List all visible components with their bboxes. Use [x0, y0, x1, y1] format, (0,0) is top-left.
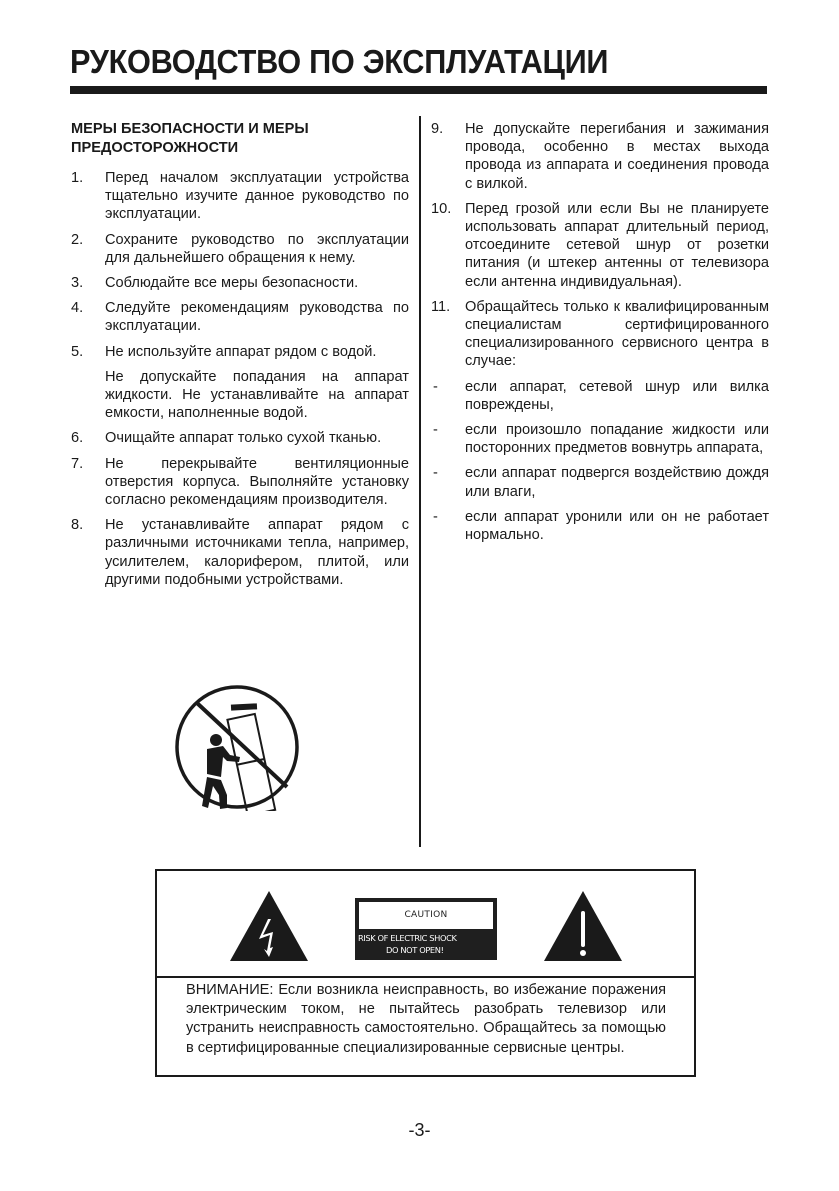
caution-line1: RISK OF ELECTRIC SHOCK	[358, 933, 457, 943]
caution-label	[355, 898, 497, 960]
item-number: 10.	[431, 200, 452, 217]
item-number: 2.	[71, 231, 84, 248]
item-text: Следуйте рекомендациям руководства по эксплуатации.	[105, 300, 409, 335]
section-heading: МЕРЫ БЕЗОПАСНОСТИ И МЕРЫ ПРЕДОСТОРОЖНОСТИ	[71, 121, 309, 156]
list-item	[71, 455, 409, 510]
electric-shock-triangle-icon	[230, 891, 308, 961]
list-item	[71, 274, 409, 292]
page-title: РУКОВОДСТВО ПО ЭКСПЛУАТАЦИИ	[70, 43, 609, 80]
item-text: Не используйте аппарат рядом с водой.	[105, 343, 377, 360]
item-text: Не допускайте перегибания и зажимания провода, особенно в местах выхода провода из аппарата и соединения провода с вилкой.	[465, 121, 769, 192]
caution-title: CAUTION	[359, 902, 493, 929]
item-number: 11.	[431, 298, 451, 315]
bullet-mark: -	[433, 422, 438, 439]
caution-line2: DO NOT OPEN!	[386, 945, 444, 955]
warning-box	[155, 869, 696, 1077]
list-item	[431, 120, 769, 193]
bullet-mark: -	[433, 508, 438, 525]
item-text: Не устанавливайте аппарат рядом с различными источниками тепла, например, усилителем, калорифером, плитой, или другими подобными устройствами.	[105, 517, 409, 588]
bullet-mark: -	[433, 465, 438, 482]
no-tip-over-cart-icon	[175, 683, 299, 811]
page-number: -3-	[408, 1120, 431, 1140]
item-extra-text: Не допускайте попадания на аппарат жидкости. Не устанавливайте на аппарат емкости, наполненные водой.	[105, 368, 409, 422]
item-text: Соблюдайте все меры безопасности.	[105, 275, 359, 292]
item-text: Обращайтесь только к квалифицированным специалистам сертифицированного специализированного сервисного центра в случае:	[465, 298, 769, 370]
list-item	[71, 299, 409, 335]
item-number: 8.	[71, 517, 84, 534]
bullet-text: если произошло попадание жидкости или посторонних предметов вовнутрь аппарата,	[465, 422, 769, 457]
list-item	[71, 231, 409, 267]
bullet-text: если аппарат уронили или он не работает нормально.	[465, 508, 769, 544]
bullet-item	[431, 464, 769, 500]
item-text: Очищайте аппарат только сухой тканью.	[105, 430, 382, 447]
item-text: Сохраните руководство по эксплуатации для дальнейшего обращения к нему.	[105, 231, 409, 266]
title-rule	[70, 86, 767, 94]
list-item	[71, 343, 409, 361]
list-item	[71, 516, 409, 589]
left-column	[71, 120, 409, 596]
list-item	[431, 200, 769, 291]
warning-text: ВНИМАНИЕ: Если возникла неисправность, во избежание поражения электрическим током, не пытайтесь разобрать телевизор или устранить неисправность самостоятельно. Обращайтесь за помощью в сертифицированные специализированные сервисные центры.	[186, 982, 666, 1056]
item-number: 3.	[71, 275, 84, 292]
exclamation-triangle-icon	[544, 891, 622, 961]
item-number: 5.	[71, 343, 84, 360]
warning-icons-row	[157, 871, 694, 978]
list-item	[71, 169, 409, 224]
bullet-item	[431, 508, 769, 544]
bullet-item	[431, 378, 769, 414]
bullet-item	[431, 421, 769, 457]
item-number: 7.	[71, 455, 84, 472]
item-number: 9.	[431, 121, 444, 137]
item-number: 4.	[71, 300, 84, 317]
bullet-text: если аппарат, сетевой шнур или вилка повреждены,	[465, 378, 769, 413]
right-column	[431, 120, 769, 551]
item-number: 1.	[71, 170, 84, 186]
bullet-text: если аппарат подвергся воздействию дождя или влаги,	[465, 465, 769, 500]
bullet-mark: -	[433, 378, 438, 395]
list-item	[431, 298, 769, 371]
item-text: Не перекрывайте вентиляционные отверстия корпуса. Выполняйте установку согласно рекомендациям производителя.	[105, 455, 409, 509]
item-text: Перед грозой или если Вы не планируете использовать аппарат длительный период, отсоедините сетевой шнур от розетки питания (и штекер антенны от телевизора если антенна индивидуальная).	[465, 200, 769, 290]
column-divider	[419, 116, 421, 847]
item-text: Перед началом эксплуатации устройства тщательно изучите данное руководство по эксплуатации.	[105, 170, 409, 223]
list-item	[71, 429, 409, 447]
item-number: 6.	[71, 430, 84, 447]
